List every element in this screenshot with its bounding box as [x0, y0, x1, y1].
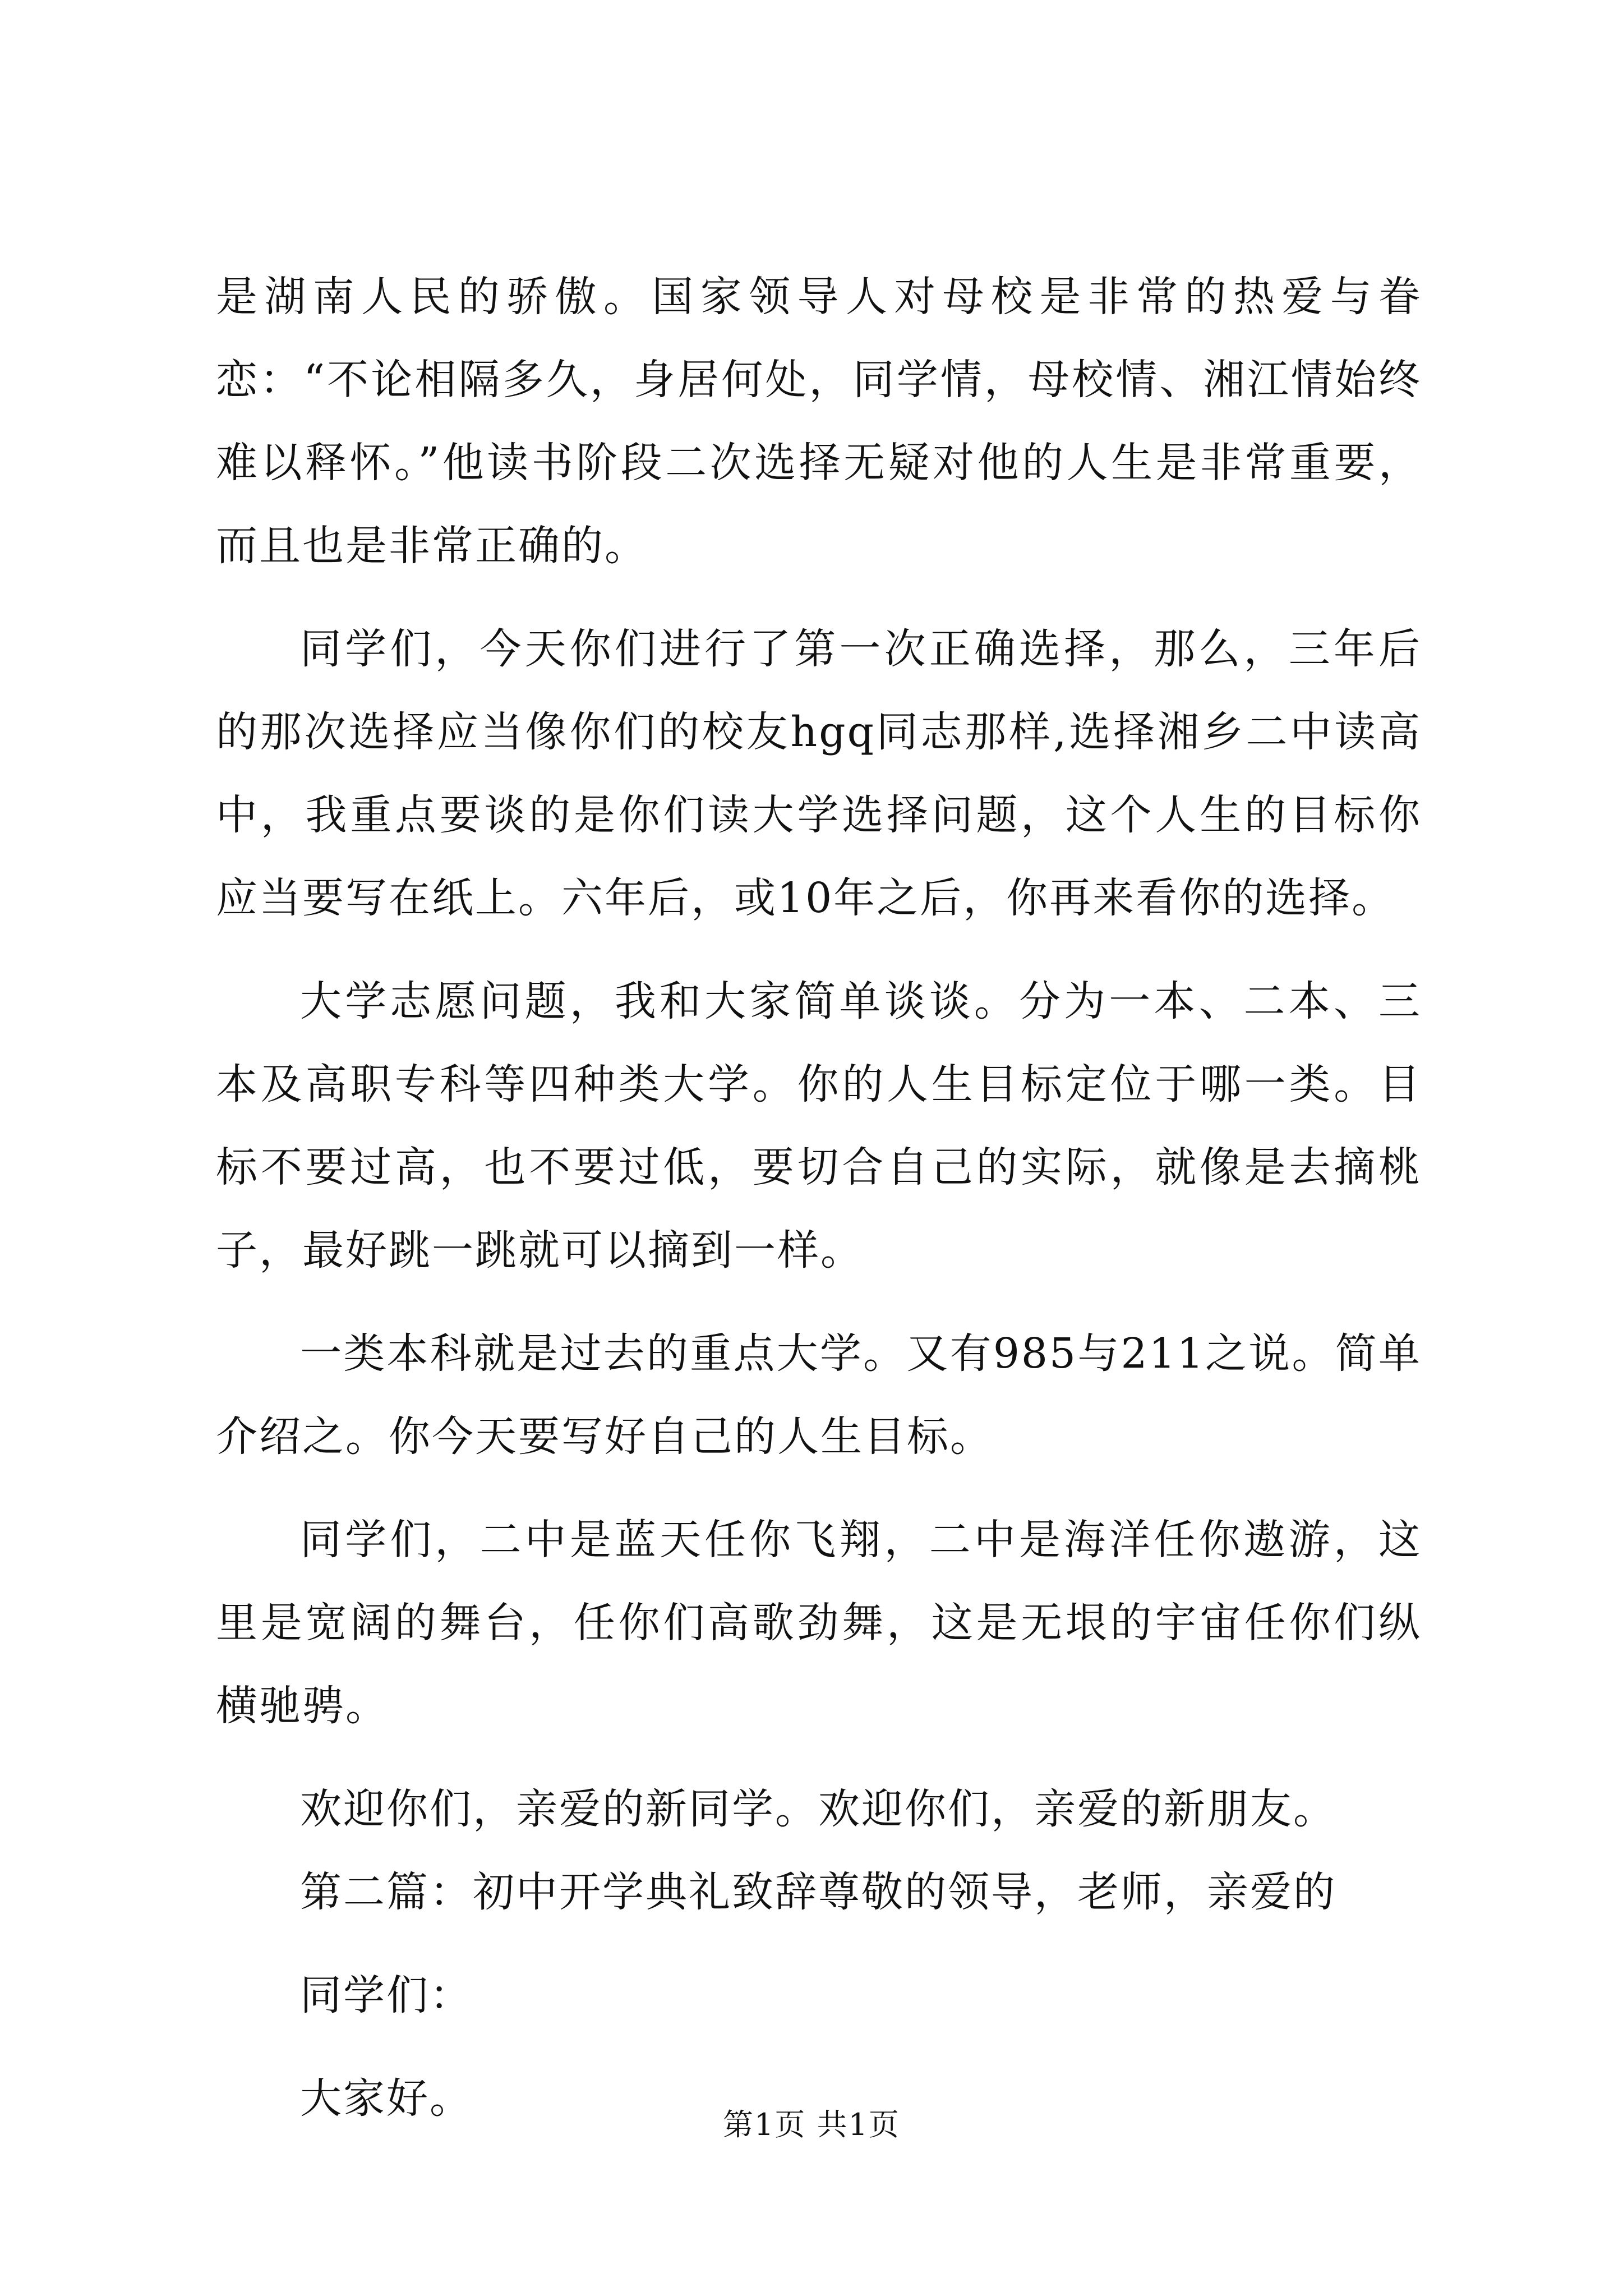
paragraph-university-choice: 大学志愿问题，我和大家简单谈谈。分为一本、二本、三本及高职专科等四种类大学。你的人生目标定位于哪一类。目标不要过高，也不要过低，要切合自己的实际，就像是去摘桃子，最好跳一跳就可以摘到一样。 — [216, 977, 1422, 1274]
paragraph-choice: 同学们，今天你们进行了第一次正确选择，那么，三年后的那次选择应当像你们的校友hgq同志那样,选择湘乡二中读高中，我重点要谈的是你们读大学选择问题，这个人生的目标你应当要写在纸上。六年后，或10年之后，你再来看你的选择。 — [216, 625, 1422, 922]
page-number-footer: 第1页 共1页 — [723, 2107, 900, 2142]
paragraph-salutation: 同学们： — [300, 1971, 473, 2019]
paragraph-sky-ocean: 同学们，二中是蓝天任你飞翔，二中是海洋任你遨游，这里是宽阔的舞台，任你们高歌劲舞，这是无垠的宇宙任你们纵横驰骋。 — [216, 1516, 1422, 1730]
paragraph-welcome: 欢迎你们，亲爱的新同学。欢迎你们，亲爱的新朋友。 — [300, 1785, 1336, 1833]
document-body — [216, 255, 1422, 2140]
paragraph-greeting: 大家好。 — [300, 2074, 473, 2123]
paragraph-continuation: 是湖南人民的骄傲。国家领导人对母校是非常的热爱与眷恋：“不论相隔多久，身居何处，同学情，母校情、湘江情始终难以释怀。”他读书阶段二次选择无疑对他的人生是非常重要，而且也是非常正确的。 — [216, 273, 1422, 570]
paragraph-first-tier: 一类本科就是过去的重点大学。又有985与211之说。简单介绍之。你今天要写好自己的人生目标。 — [216, 1329, 1422, 1461]
paragraph-second-part-heading: 第二篇：初中开学典礼致辞尊敬的领导，老师，亲爱的 — [300, 1868, 1336, 1916]
